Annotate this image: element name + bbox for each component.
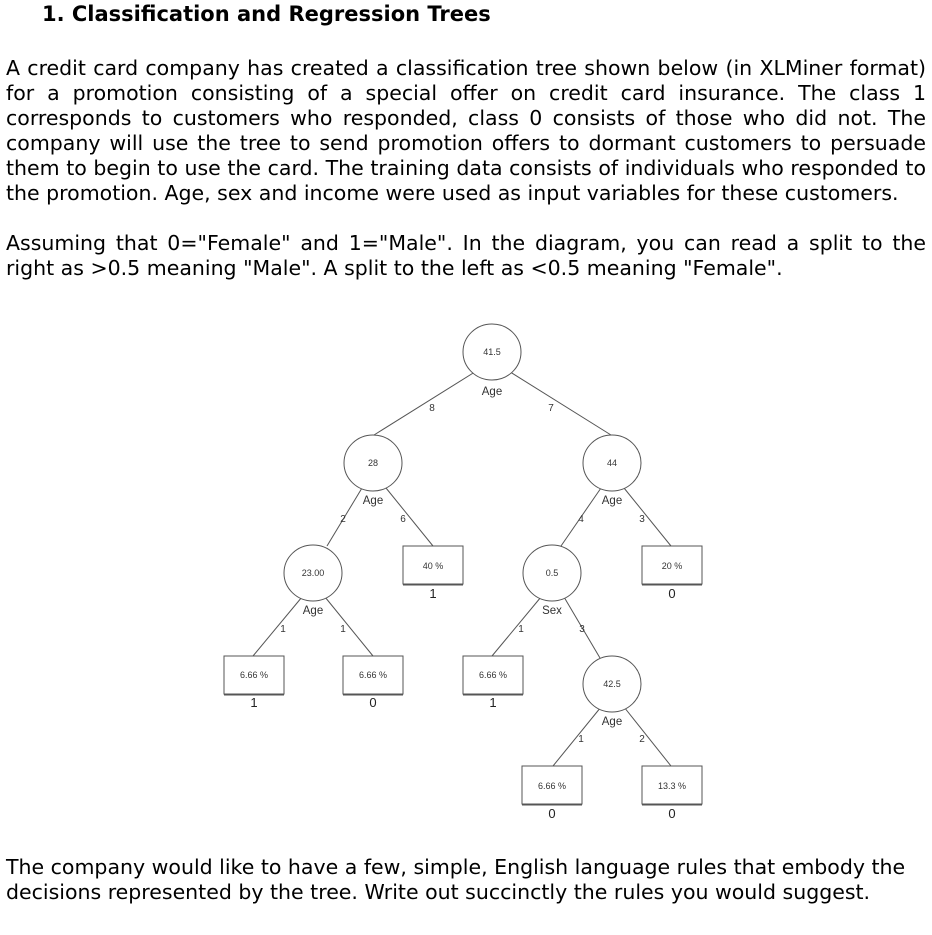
leaf-d [522,766,582,821]
node-deep-age-right-count: 2 [639,734,645,745]
leaf-e-percent: 13.3 % [657,781,687,791]
leaf-a-percent: 6.66 % [239,670,269,680]
node-deep-age-split: 42.5 [603,679,621,689]
node-sex [518,545,585,635]
leaf-20-percent: 20 % [661,561,683,571]
node-root-split: 41.5 [483,347,501,357]
node-left-age-split: 28 [367,458,379,468]
node-right-age-split: 44 [606,458,618,468]
node-right-age-left-count: 4 [578,514,584,525]
node-left-age-right-count: 6 [400,514,406,525]
node-root-right-count: 7 [548,403,554,414]
question-heading: 1. Classification and Regression Trees [42,2,491,26]
node-root-variable: Age [481,386,503,398]
node-left-age [340,435,406,525]
leaf-40-percent: 40 % [422,561,444,571]
rules-request-paragraph: The company would like to have a few, simple, English language rules that embody the decisions represented by the tree. Write out succinctly the rules you would suggest. [6,855,906,904]
node-left-age-left-count: 2 [340,514,346,525]
node-root [429,324,554,414]
node-sex-variable: Sex [542,605,562,617]
leaf-c-class: 1 [489,695,497,710]
node-left-age-variable: Age [362,495,384,507]
assumption-paragraph: Assuming that 0="Female" and 1="Male". In the diagram, you can read a split to the right as >0.5 meaning "Male". A split to the left as <0.5 meaning "Female". [6,231,926,280]
node-deep-age-variable: Age [601,716,623,728]
leaf-b-class: 0 [369,695,377,710]
node-left-left-age-variable: Age [302,605,324,617]
node-left-left-age-split: 23.00 [301,568,325,578]
leaf-a-class: 1 [250,695,258,710]
leaf-d-percent: 6.66 % [537,781,567,791]
node-left-left-age-right-count: 1 [340,624,346,635]
leaf-40-class: 1 [429,586,437,601]
node-left-left-age-left-count: 1 [280,624,286,635]
node-left-left-age [280,545,346,635]
leaf-20 [642,546,702,601]
leaf-20-class: 0 [668,586,676,601]
node-sex-split: 0.5 [545,568,559,578]
leaf-b [343,656,403,710]
node-right-age-right-count: 3 [639,514,645,525]
node-root-left-count: 8 [429,403,435,414]
node-sex-right-count: 3 [579,624,585,635]
node-right-age-variable: Age [601,495,623,507]
leaf-a [224,656,284,710]
node-deep-age-left-count: 1 [578,734,584,745]
node-deep-age [578,656,645,745]
node-sex-left-count: 1 [518,624,524,635]
leaf-c [463,656,523,710]
leaf-c-percent: 6.66 % [478,670,508,680]
leaf-d-class: 0 [548,806,556,821]
leaf-e-class: 0 [668,806,676,821]
leaf-40 [403,546,463,601]
leaf-e [642,766,702,821]
leaf-b-percent: 6.66 % [358,670,388,680]
intro-paragraph: A credit card company has created a classification tree shown below (in XLMiner format) for a promotion consisting of a special offer on credit card insurance. The class 1 corresponds to customers who responded, class 0 consists of those who did not. The company will use the tree to send promotion offers to dormant customers to persuade them to begin to use the card. The training data consists of individuals who responded to the promotion. Age, sex and income were used as input variables for these customers. [6,56,926,205]
node-right-age [578,435,645,525]
